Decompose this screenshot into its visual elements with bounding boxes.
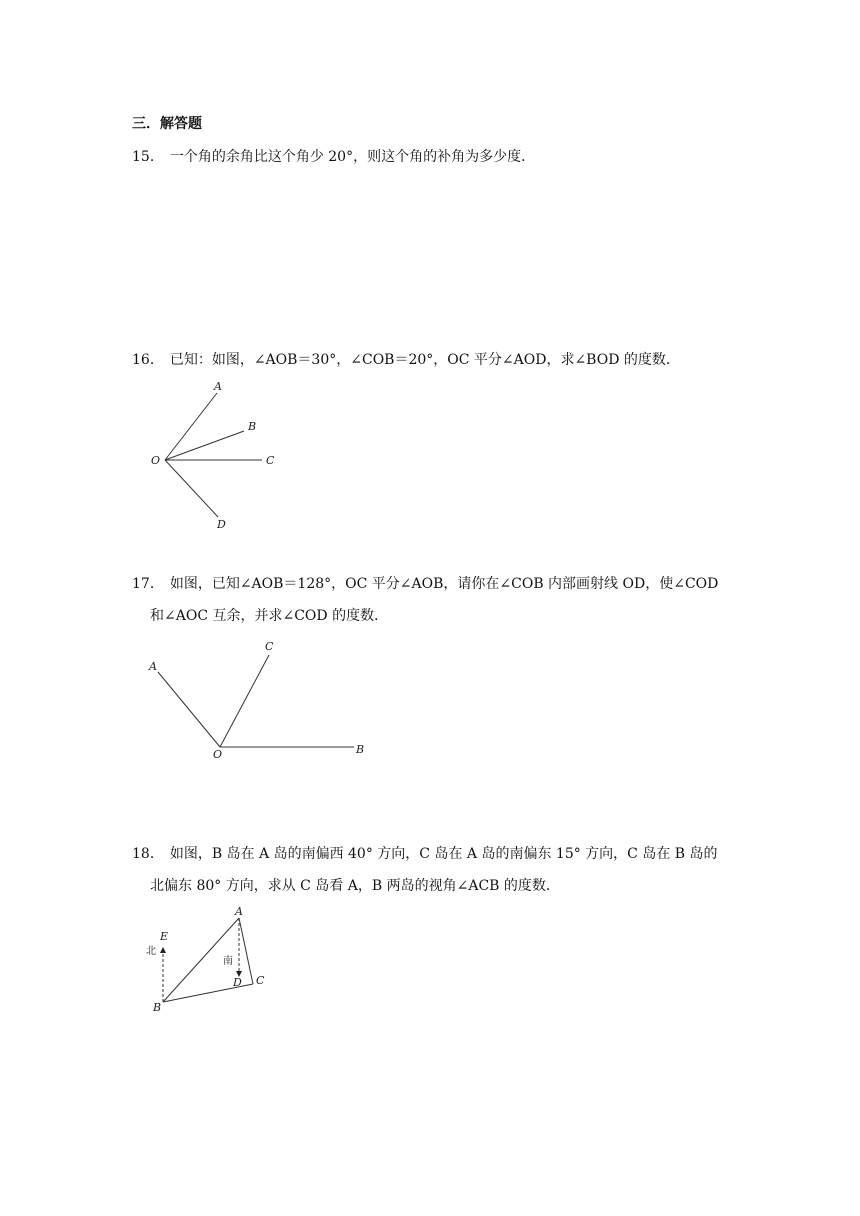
label-e: E	[160, 930, 169, 943]
question-text-line1: 如图，已知∠AOB＝128°，OC 平分∠AOB，请你在∠COB 内部画射线 OD，使∠COD	[169, 576, 719, 592]
question-18	[132, 844, 718, 896]
label-c: C	[266, 454, 275, 467]
section-title: 三．解答题	[132, 116, 202, 132]
figure-17	[140, 635, 380, 765]
label-a: A	[214, 380, 222, 393]
segment-ac	[239, 918, 253, 984]
question-15	[132, 147, 535, 167]
figure-16	[140, 375, 290, 535]
question-number: 15．	[132, 149, 164, 165]
question-number: 18．	[132, 846, 164, 862]
label-south: 南	[223, 956, 233, 967]
ray-od	[165, 460, 218, 517]
ray-oc	[220, 655, 269, 747]
label-b: B	[153, 1001, 162, 1014]
label-c: C	[265, 640, 274, 653]
question-text: 一个角的余角比这个角少 20°，则这个角的补角为多少度．	[169, 149, 536, 165]
label-c: C	[256, 974, 265, 987]
label-north: 北	[146, 946, 156, 957]
label-d: D	[233, 976, 242, 989]
label-b: B	[356, 743, 365, 756]
question-number: 16．	[132, 352, 164, 368]
ray-oa	[158, 672, 220, 747]
label-b: B	[248, 420, 257, 433]
question-text-line2: 北偏东 80° 方向，求从 C 岛看 A，B 两岛的视角∠ACB 的度数．	[150, 878, 560, 894]
label-d: D	[217, 518, 226, 531]
question-number: 17．	[132, 576, 164, 592]
question-text-line1: 如图，B 岛在 A 岛的南偏西 40° 方向，C 岛在 A 岛的南偏东 15° 方向，C 岛在 B 岛的	[169, 846, 718, 862]
label-o: O	[151, 454, 161, 467]
question-16	[132, 350, 680, 370]
label-o: O	[213, 748, 223, 761]
label-a: A	[235, 905, 243, 918]
question-text-line2: 和∠AOC 互余，并求∠COD 的度数．	[150, 608, 389, 624]
label-a: A	[149, 660, 157, 673]
question-text: 已知：如图，∠AOB＝30°，∠COB＝20°，OC 平分∠AOD，求∠BOD 的度数．	[169, 352, 680, 368]
question-17	[132, 574, 718, 626]
figure-18	[135, 900, 285, 1020]
